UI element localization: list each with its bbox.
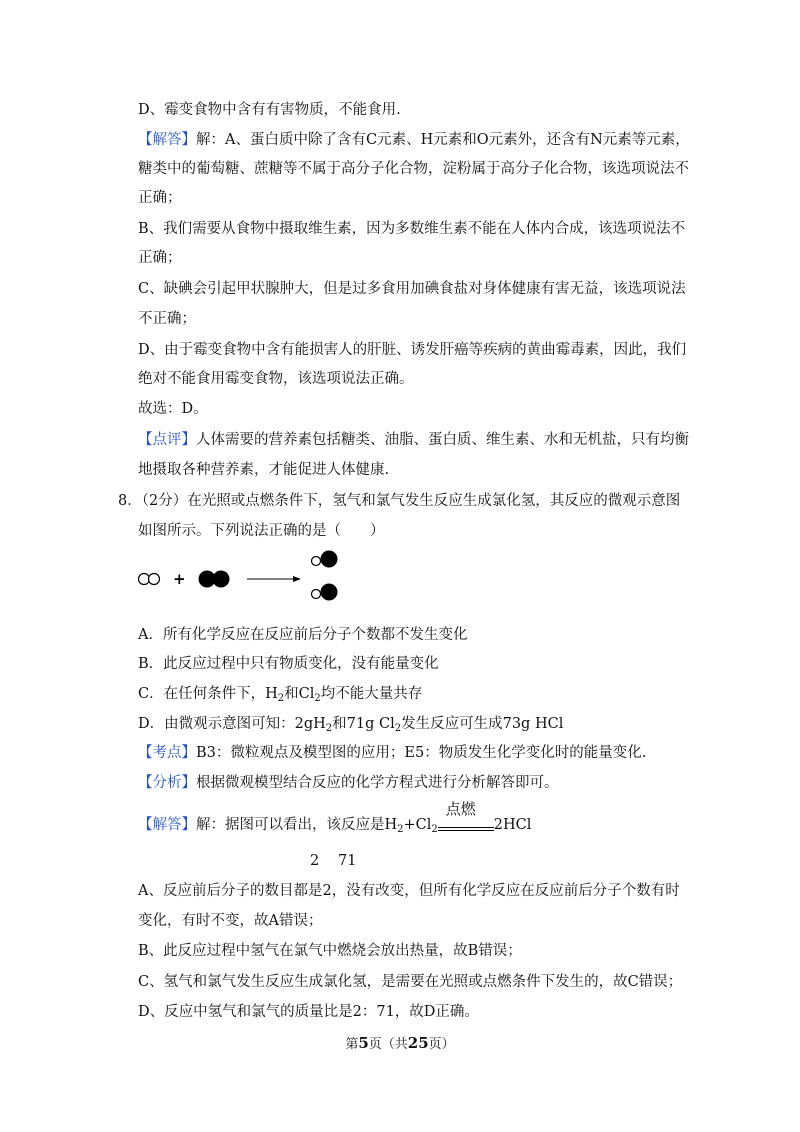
text-line: 正确； bbox=[138, 190, 182, 206]
answer-tag: 【解答】 bbox=[138, 132, 196, 148]
text-line: 故选：D。 bbox=[138, 401, 208, 417]
equation-product: 2HCl bbox=[493, 817, 532, 833]
option-b: B．此反应过程中只有物质变化，没有能量变化 bbox=[138, 656, 439, 672]
subscript: 2 bbox=[325, 723, 333, 734]
kaodian-line bbox=[138, 743, 646, 763]
fenxi-text: 根据微观模型结合反应的化学方程式进行分析解答即可。 bbox=[196, 775, 559, 791]
option-c-text: 均不能大量共存 bbox=[320, 686, 423, 702]
reaction-diagram bbox=[135, 545, 365, 607]
subscript: 2 bbox=[277, 693, 285, 704]
page-number: 5 bbox=[358, 1034, 369, 1052]
answer-tag: 【解答】 bbox=[138, 817, 196, 833]
mass-value: 2 bbox=[310, 853, 320, 869]
kaodian-tag: 【考点】 bbox=[138, 745, 196, 761]
question-text: （2分）在光照或点燃条件下，氢气和氯气发生反应生成氯化氢，其反应的微观示意图 bbox=[141, 493, 681, 509]
total-pages: 25 bbox=[407, 1034, 429, 1052]
question-line-2: 如图所示。下列说法正确的是（ ） bbox=[138, 523, 385, 539]
kaodian-text: B3：微粒观点及模型图的应用；E5：物质发生化学变化时的能量变化. bbox=[196, 745, 647, 761]
text-line: B、我们需要从食物中摄取维生素，因为多数维生素不能在人体内合成，该选项说法不 bbox=[138, 221, 686, 237]
text-line: D、霉变食物中含有有害物质，不能食用. bbox=[138, 102, 401, 118]
option-d-text: D．由微观示意图可知：2gH bbox=[138, 716, 326, 732]
footer-text: 页（共 bbox=[368, 1037, 408, 1052]
footer-text: 页） bbox=[428, 1037, 455, 1052]
hydrogen-atom bbox=[312, 590, 321, 599]
chlorine-atom bbox=[321, 584, 338, 601]
comment-tag: 【点评】 bbox=[138, 432, 196, 448]
hydrogen-atom bbox=[149, 574, 160, 585]
option-c-text: 和Cl bbox=[284, 686, 315, 702]
option-d-text: 和71g Cl bbox=[332, 716, 395, 732]
hydrogen-atom bbox=[312, 557, 321, 566]
text-line: 不正确； bbox=[138, 311, 196, 327]
equation-text: +Cl bbox=[403, 817, 432, 833]
arrow-head-icon bbox=[293, 576, 301, 582]
fenxi-line bbox=[138, 773, 559, 793]
option-a: A．所有化学反应在反应前后分子个数都不发生变化 bbox=[138, 627, 468, 643]
text-line: 绝对不能食用霉变食物，该选项说法正确。 bbox=[138, 371, 414, 387]
chlorine-atom bbox=[321, 551, 338, 568]
plus-sign: + bbox=[173, 570, 186, 588]
condition-text: 点燃 bbox=[445, 800, 476, 818]
option-d-text: 发生反应可生成73g HCl bbox=[401, 716, 564, 732]
text-line: C、缺碘会引起甲状腺肿大，但是过多食用加碘食盐对身体健康有害无益，该选项说法 bbox=[138, 281, 686, 297]
equals-bar bbox=[438, 827, 494, 828]
hydrogen-atom bbox=[139, 574, 150, 585]
text-line: 变化，有时不变，故A错误； bbox=[138, 913, 323, 929]
answer-text: 解：A、蛋白质中除了含有C元素、H元素和O元素外，还含有N元素等元素， bbox=[196, 132, 690, 148]
text-line: C、氢气和氯气发生反应生成氯化氢，是需要在光照或点燃条件下发生的，故C错误； bbox=[138, 974, 683, 990]
text-line: 正确； bbox=[138, 250, 182, 266]
text-line: B、此反应过程中氢气在氯气中燃烧会放出热量，故B错误； bbox=[138, 943, 522, 959]
subscript: 2 bbox=[314, 693, 321, 704]
text-line: D、由于霉变食物中含有能损害人的肝脏、诱发肝癌等疾病的黄曲霉毒素，因此，我们 bbox=[138, 342, 687, 358]
text-line: 糖类中的葡萄糖、蔗糖等不属于高分子化合物，淀粉属于高分子化合物，该选项说法不 bbox=[138, 161, 689, 177]
fenxi-tag: 【分析】 bbox=[138, 775, 196, 791]
equals-bar bbox=[438, 830, 494, 831]
comment-line bbox=[138, 430, 689, 450]
option-d bbox=[138, 714, 563, 739]
equation-line bbox=[138, 800, 532, 840]
comment-text: 人体需要的营养素包括糖类、油脂、蛋白质、维生素、水和无机盐，只有均衡 bbox=[196, 432, 689, 448]
subscript: 2 bbox=[397, 824, 404, 835]
text-line: 地摄取各种营养素，才能促进人体健康. bbox=[138, 462, 390, 478]
reaction-condition bbox=[438, 800, 494, 835]
answer-line bbox=[138, 130, 690, 150]
page-footer bbox=[0, 1033, 800, 1052]
text-line: A、反应前后分子的数目都是2，没有改变，但所有化学反应在反应前后分子个数有时 bbox=[138, 883, 680, 899]
option-c bbox=[138, 684, 422, 709]
footer-text: 第 bbox=[345, 1037, 359, 1052]
subscript: 2 bbox=[431, 824, 438, 835]
question-number: 8． bbox=[118, 493, 142, 509]
answer-text: 解：据图可以看出，该反应是H bbox=[196, 817, 398, 833]
chlorine-atom bbox=[213, 571, 230, 588]
mass-value: 71 bbox=[338, 853, 357, 869]
option-c-text: C．在任何条件下，H bbox=[138, 686, 278, 702]
question-line bbox=[118, 491, 680, 511]
text-line: D、反应中氢气和氯气的质量比是2：71，故D正确。 bbox=[138, 1004, 479, 1020]
subscript: 2 bbox=[394, 723, 402, 734]
